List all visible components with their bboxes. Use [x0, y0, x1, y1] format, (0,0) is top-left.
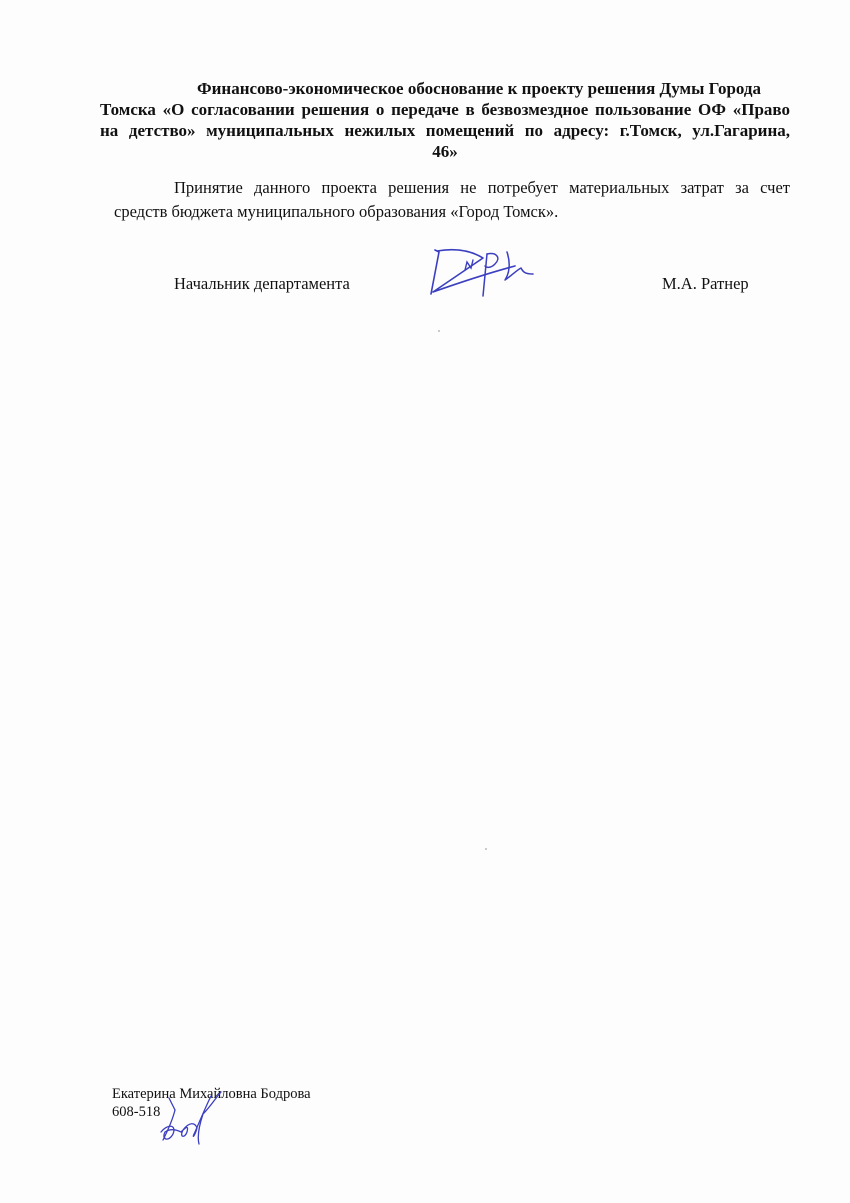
executor-phone: 608-518 — [112, 1104, 161, 1120]
scan-speck — [485, 848, 487, 850]
signatory-name: М.А. Ратнер — [662, 274, 749, 293]
body-paragraph — [114, 176, 790, 224]
handwritten-signature-icon — [425, 244, 545, 300]
title-line-3: на детство» муниципальных нежилых помещений по адресу: г.Томск, ул.Гагарина, — [100, 121, 790, 140]
title-line-4: 46» — [432, 142, 458, 161]
signatory-position: Начальник департамента — [174, 274, 350, 293]
executor-signature-icon — [155, 1088, 233, 1146]
title-line-1: Финансово-экономическое обоснование к проекту решения Думы Города — [197, 79, 762, 98]
document-title — [100, 78, 790, 162]
scan-speck — [438, 330, 440, 332]
title-line-2: Томска «О согласовании решения о передаче в безвозмездное пользование ОФ «Право — [100, 100, 790, 119]
body-line-1: Принятие данного проекта решения не потребует материальных затрат за счет — [174, 178, 790, 197]
executor-name: Екатерина Михайловна Бодрова — [112, 1086, 311, 1102]
body-line-2: средств бюджета муниципального образования «Город Томск». — [114, 202, 559, 221]
